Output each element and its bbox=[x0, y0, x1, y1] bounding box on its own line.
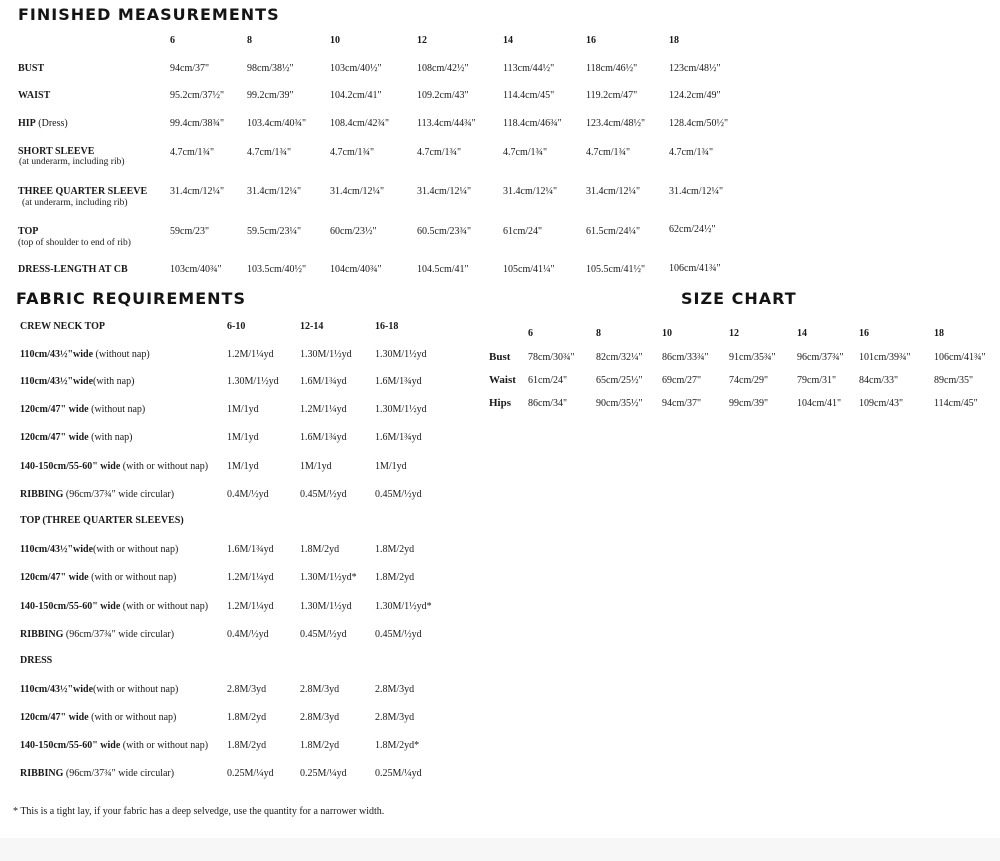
size-chart-size-header: 8 bbox=[596, 328, 601, 339]
fabric-nap-note: (with or without nap) bbox=[120, 461, 209, 472]
table-cell: 128.4cm/50½" bbox=[669, 118, 729, 129]
table-cell: 89cm/35" bbox=[934, 375, 974, 386]
table-cell: 4.7cm/1¾" bbox=[330, 147, 375, 158]
table-cell: 0.45M/½yd bbox=[300, 629, 347, 640]
table-cell: 1.8M/2yd bbox=[375, 544, 415, 555]
table-cell: 99.2cm/39" bbox=[247, 90, 294, 101]
size-chart-size-header: 12 bbox=[729, 328, 739, 339]
table-cell: 1.2M/1¼yd bbox=[227, 572, 274, 583]
table-cell: 1.8M/2yd* bbox=[375, 740, 420, 751]
fabric-nap-note: (with or without nap) bbox=[88, 712, 177, 723]
fabric-nap-note: (without nap) bbox=[88, 404, 146, 415]
table-cell: 114.4cm/45" bbox=[503, 90, 555, 101]
fabric-nap-note: (with or without nap) bbox=[88, 572, 177, 583]
fabric-column-header: 12-14 bbox=[300, 321, 324, 332]
size-chart-size-header: 6 bbox=[528, 328, 533, 339]
table-cell: 1.8M/2yd bbox=[300, 544, 340, 555]
row-sublabel-short-sleeve: (at underarm, including rib) bbox=[19, 157, 125, 167]
finished-size-header: 8 bbox=[247, 35, 252, 46]
table-cell: 2.8M/3yd bbox=[300, 684, 340, 695]
table-cell: 4.7cm/1¾" bbox=[247, 147, 292, 158]
size-chart-row-label: Hips bbox=[489, 397, 512, 409]
table-cell: 1.6M/1¾yd bbox=[375, 376, 422, 387]
table-cell: 98cm/38½" bbox=[247, 63, 294, 74]
finished-size-header: 14 bbox=[503, 35, 513, 46]
table-cell: 109cm/43" bbox=[859, 398, 904, 409]
table-cell: 123.4cm/48½" bbox=[586, 118, 646, 129]
table-cell: 2.8M/3yd bbox=[227, 684, 267, 695]
table-cell: 118cm/46½" bbox=[586, 63, 638, 74]
table-cell: 4.7cm/1¾" bbox=[417, 147, 462, 158]
fabric-nap-note: (96cm/37¾" wide circular) bbox=[63, 768, 175, 779]
row-label-hip-name: HIP bbox=[18, 118, 36, 129]
row-sublabel-top: (top of shoulder to end of rib) bbox=[18, 238, 131, 248]
table-cell: 2.8M/3yd bbox=[300, 712, 340, 723]
table-cell: 103cm/40¾" bbox=[170, 264, 222, 275]
size-chart-size-header: 16 bbox=[859, 328, 869, 339]
finished-size-header: 10 bbox=[330, 35, 340, 46]
table-cell: 1M/1yd bbox=[300, 461, 332, 472]
row-label-top: TOP bbox=[18, 226, 39, 237]
row-label-short-sleeve: SHORT SLEEVE bbox=[18, 146, 95, 157]
table-cell: 0.25M/¼yd bbox=[375, 768, 422, 779]
finished-size-header: 6 bbox=[170, 35, 175, 46]
fabric-width: 110cm/43½"wide bbox=[20, 544, 94, 555]
table-cell: 69cm/27" bbox=[662, 375, 702, 386]
row-label-bust: BUST bbox=[18, 63, 45, 74]
table-cell: 99.4cm/38¾" bbox=[170, 118, 225, 129]
fabric-nap-note: (without nap) bbox=[93, 349, 150, 360]
table-cell: 62cm/24½" bbox=[669, 224, 716, 235]
fabric-width: 120cm/47" wide bbox=[20, 432, 89, 443]
table-cell: 0.45M/½yd bbox=[375, 629, 422, 640]
table-cell: 31.4cm/12¼" bbox=[417, 186, 472, 197]
table-cell: 1.6M/1¾yd bbox=[300, 376, 347, 387]
finished-size-header: 12 bbox=[417, 35, 427, 46]
table-cell: 65cm/25½" bbox=[596, 375, 643, 386]
fabric-width: 110cm/43½"wide bbox=[20, 684, 94, 695]
fabric-width: 140-150cm/55-60" wide bbox=[20, 740, 121, 751]
fabric-section-title: DRESS bbox=[20, 655, 53, 666]
row-label-three-quarter-sleeve: THREE QUARTER SLEEVE bbox=[18, 186, 148, 197]
table-cell: 1.30M/1½yd bbox=[375, 349, 427, 360]
table-cell: 1M/1yd bbox=[375, 461, 407, 472]
table-cell: 60cm/23½" bbox=[330, 226, 377, 237]
fabric-width: RIBBING bbox=[20, 629, 64, 640]
size-chart-title: SIZE CHART bbox=[681, 289, 797, 308]
fabric-width: 110cm/43½"wide bbox=[20, 349, 94, 360]
fabric-nap-note: (with or without nap) bbox=[93, 684, 179, 695]
fabric-row-label bbox=[20, 601, 208, 612]
table-cell: 119.2cm/47" bbox=[586, 90, 638, 101]
table-cell: 78cm/30¾" bbox=[528, 352, 575, 363]
table-cell: 1.30M/1½yd bbox=[227, 376, 279, 387]
fabric-width: 120cm/47" wide bbox=[20, 712, 89, 723]
fabric-requirements-title: FABRIC REQUIREMENTS bbox=[16, 289, 246, 308]
table-cell: 113.4cm/44¾" bbox=[417, 118, 476, 129]
table-cell: 59.5cm/23¼" bbox=[247, 226, 302, 237]
fabric-width: 120cm/47" wide bbox=[20, 404, 89, 415]
fabric-width: 140-150cm/55-60" wide bbox=[20, 601, 121, 612]
table-cell: 31.4cm/12¼" bbox=[669, 186, 724, 197]
table-cell: 118.4cm/46¾" bbox=[503, 118, 562, 129]
size-chart-size-header: 14 bbox=[797, 328, 807, 339]
fabric-row-label bbox=[20, 544, 178, 555]
table-cell: 79cm/31" bbox=[797, 375, 837, 386]
size-chart-row-label: Waist bbox=[489, 374, 516, 386]
table-cell: 0.45M/½yd bbox=[300, 489, 347, 500]
fabric-row-label bbox=[20, 489, 174, 500]
table-cell: 1.2M/1¼yd bbox=[227, 601, 274, 612]
table-cell: 82cm/32¼" bbox=[596, 352, 643, 363]
table-cell: 2.8M/3yd bbox=[375, 712, 415, 723]
table-cell: 94cm/37" bbox=[170, 63, 210, 74]
fabric-row-label bbox=[20, 461, 208, 472]
table-cell: 61cm/24" bbox=[528, 375, 568, 386]
table-cell: 1.8M/2yd bbox=[375, 572, 415, 583]
table-cell: 1.6M/1¾yd bbox=[375, 432, 422, 443]
table-cell: 90cm/35½" bbox=[596, 398, 643, 409]
fabric-row-label bbox=[20, 349, 150, 360]
fabric-nap-note: (with nap) bbox=[93, 376, 135, 387]
table-cell: 4.7cm/1¾" bbox=[503, 147, 548, 158]
table-cell: 0.4M/½yd bbox=[227, 489, 269, 500]
table-cell: 86cm/33¾" bbox=[662, 352, 709, 363]
table-cell: 4.7cm/1¾" bbox=[669, 147, 714, 158]
table-cell: 1.8M/2yd bbox=[227, 740, 267, 751]
table-cell: 31.4cm/12¼" bbox=[330, 186, 385, 197]
table-cell: 104.2cm/41" bbox=[330, 90, 382, 101]
table-cell: 108cm/42½" bbox=[417, 63, 469, 74]
table-cell: 31.4cm/12¼" bbox=[503, 186, 558, 197]
fabric-nap-note: (with or without nap) bbox=[93, 544, 179, 555]
fabric-section-title: TOP (THREE QUARTER SLEEVES) bbox=[20, 515, 184, 526]
table-cell: 61.5cm/24¼" bbox=[586, 226, 641, 237]
table-cell: 31.4cm/12¼" bbox=[586, 186, 641, 197]
footnote: * This is a tight lay, if your fabric has a deep selvedge, use the quantity for a narrower width. bbox=[13, 806, 385, 817]
fabric-row-label bbox=[20, 572, 176, 583]
fabric-row-label bbox=[20, 740, 208, 751]
table-cell: 123cm/48½" bbox=[669, 63, 721, 74]
fabric-row-label bbox=[20, 404, 145, 415]
table-cell: 1.2M/1¼yd bbox=[227, 349, 274, 360]
table-cell: 2.8M/3yd bbox=[375, 684, 415, 695]
fabric-row-label bbox=[20, 376, 134, 387]
table-cell: 96cm/37¾" bbox=[797, 352, 844, 363]
table-cell: 106cm/41¾" bbox=[669, 263, 721, 274]
table-cell: 1.8M/2yd bbox=[300, 740, 340, 751]
table-cell: 1M/1yd bbox=[227, 404, 259, 415]
fabric-nap-note: (96cm/37¾" wide circular) bbox=[63, 629, 175, 640]
fabric-width: 110cm/43½"wide bbox=[20, 376, 94, 387]
table-cell: 74cm/29" bbox=[729, 375, 769, 386]
fabric-width: 140-150cm/55-60" wide bbox=[20, 461, 121, 472]
table-cell: 94cm/37" bbox=[662, 398, 702, 409]
table-cell: 105.5cm/41½" bbox=[586, 264, 646, 275]
size-chart-size-header: 18 bbox=[934, 328, 944, 339]
table-cell: 108.4cm/42¾" bbox=[330, 118, 390, 129]
table-cell: 4.7cm/1¾" bbox=[586, 147, 631, 158]
fabric-nap-note: (with or without nap) bbox=[120, 740, 209, 751]
table-cell: 1M/1yd bbox=[227, 432, 259, 443]
table-cell: 1.8M/2yd bbox=[227, 712, 267, 723]
fabric-row-label bbox=[20, 712, 176, 723]
table-cell: 0.25M/¼yd bbox=[227, 768, 274, 779]
table-cell: 1.30M/1½yd bbox=[300, 601, 352, 612]
row-label-dress-length: DRESS-LENGTH AT CB bbox=[18, 264, 128, 275]
table-cell: 1.30M/1½yd* bbox=[300, 572, 357, 583]
fabric-nap-note: (with nap) bbox=[88, 432, 133, 443]
table-cell: 0.25M/¼yd bbox=[300, 768, 347, 779]
table-cell: 113cm/44½" bbox=[503, 63, 555, 74]
finished-measurements-title: FINISHED MEASUREMENTS bbox=[18, 5, 280, 24]
table-cell: 104.5cm/41" bbox=[417, 264, 469, 275]
table-cell: 84cm/33" bbox=[859, 375, 899, 386]
table-cell: 0.4M/½yd bbox=[227, 629, 269, 640]
row-label-hip-extra: (Dress) bbox=[38, 118, 68, 129]
table-cell: 104cm/40¾" bbox=[330, 264, 382, 275]
fabric-row-label bbox=[20, 432, 133, 443]
fabric-column-header: 6-10 bbox=[227, 321, 246, 332]
table-cell: 109.2cm/43" bbox=[417, 90, 469, 101]
table-cell: 103.4cm/40¾" bbox=[247, 118, 307, 129]
table-cell: 1.30M/1½yd* bbox=[375, 601, 432, 612]
size-chart-row-label: Bust bbox=[489, 351, 511, 363]
fabric-row-label bbox=[20, 684, 178, 695]
fabric-width: RIBBING bbox=[20, 489, 64, 500]
table-cell: 31.4cm/12¼" bbox=[170, 186, 225, 197]
fabric-column-header: 16-18 bbox=[375, 321, 399, 332]
fabric-nap-note: (with or without nap) bbox=[120, 601, 209, 612]
fabric-width: RIBBING bbox=[20, 768, 64, 779]
fabric-section-title: CREW NECK TOP bbox=[20, 321, 106, 332]
table-cell: 91cm/35¾" bbox=[729, 352, 776, 363]
table-cell: 101cm/39¾" bbox=[859, 352, 911, 363]
table-cell: 60.5cm/23¾" bbox=[417, 226, 472, 237]
table-cell: 31.4cm/12¼" bbox=[247, 186, 302, 197]
table-cell: 86cm/34" bbox=[528, 398, 568, 409]
table-cell: 114cm/45" bbox=[934, 398, 978, 409]
table-cell: 1.30M/1½yd bbox=[300, 349, 352, 360]
fabric-row-label bbox=[20, 768, 174, 779]
row-sublabel-three-quarter-sleeve: (at underarm, including rib) bbox=[22, 198, 128, 208]
size-chart-size-header: 10 bbox=[662, 328, 672, 339]
table-cell: 1.6M/1¾yd bbox=[227, 544, 274, 555]
table-cell: 106cm/41¾" bbox=[934, 352, 986, 363]
table-cell: 103cm/40½" bbox=[330, 63, 382, 74]
table-cell: 103.5cm/40½" bbox=[247, 264, 307, 275]
row-label-waist: WAIST bbox=[18, 90, 51, 101]
table-cell: 95.2cm/37½" bbox=[170, 90, 225, 101]
page-bottom-band bbox=[0, 838, 1000, 861]
finished-size-header: 18 bbox=[669, 35, 679, 46]
finished-size-header: 16 bbox=[586, 35, 596, 46]
table-cell: 59cm/23" bbox=[170, 226, 210, 237]
table-cell: 61cm/24" bbox=[503, 226, 543, 237]
table-cell: 124.2cm/49" bbox=[669, 90, 721, 101]
table-cell: 4.7cm/1¾" bbox=[170, 147, 215, 158]
table-cell: 1.30M/1½yd bbox=[375, 404, 427, 415]
row-label-hip bbox=[18, 118, 68, 129]
table-cell: 0.45M/½yd bbox=[375, 489, 422, 500]
table-cell: 1.6M/1¾yd bbox=[300, 432, 347, 443]
table-cell: 104cm/41" bbox=[797, 398, 842, 409]
fabric-row-label bbox=[20, 629, 174, 640]
table-cell: 99cm/39" bbox=[729, 398, 769, 409]
table-cell: 105cm/41¼" bbox=[503, 264, 555, 275]
fabric-nap-note: (96cm/37¾" wide circular) bbox=[63, 489, 175, 500]
table-cell: 1M/1yd bbox=[227, 461, 259, 472]
table-cell: 1.2M/1¼yd bbox=[300, 404, 347, 415]
fabric-width: 120cm/47" wide bbox=[20, 572, 89, 583]
